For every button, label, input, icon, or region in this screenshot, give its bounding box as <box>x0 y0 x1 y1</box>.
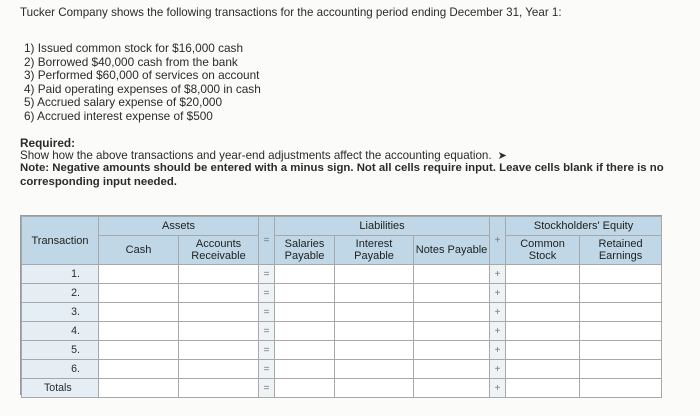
transaction-list <box>24 42 261 124</box>
notes-payable-input[interactable] <box>414 322 490 341</box>
accounts-receivable-input[interactable] <box>179 265 259 284</box>
mouse-cursor-icon: ➤ <box>497 150 507 162</box>
interest-payable-input[interactable] <box>335 265 414 284</box>
equals-sign: = <box>259 265 275 284</box>
notes-payable-header: Notes Payable <box>414 236 490 265</box>
salaries-payable-input[interactable] <box>275 284 335 303</box>
notes-payable-input[interactable] <box>414 341 490 360</box>
row-label: 1. <box>22 265 99 284</box>
transaction-item: 2) Borrowed $40,000 cash from the bank <box>24 54 238 69</box>
accounts-receivable-input[interactable] <box>179 303 259 322</box>
equals-sign: = <box>259 379 275 398</box>
equals-sign: = <box>259 284 275 303</box>
common-stock-header: Common Stock <box>506 236 580 265</box>
liabilities-header: Liabilities <box>275 217 490 236</box>
transaction-item: 5) Accrued salary expense of $20,000 <box>24 95 223 110</box>
required-text: Show how the above transactions and year-end adjustments affect the accounting equation. ➤ <box>20 149 507 162</box>
accounts-receivable-input[interactable] <box>179 284 259 303</box>
retained-earnings-total-input[interactable] <box>580 379 662 398</box>
transaction-item: 1) Issued common stock for $16,000 cash <box>24 41 244 55</box>
transaction-item: 6) Accrued interest expense of $500 <box>24 108 213 123</box>
retained-earnings-input[interactable] <box>580 265 662 284</box>
table-row <box>22 284 662 303</box>
totals-label: Totals <box>22 379 99 398</box>
common-stock-input[interactable] <box>506 284 580 303</box>
retained-earnings-input[interactable] <box>580 341 662 360</box>
equals-sign: = <box>259 360 275 379</box>
interest-payable-total-input[interactable] <box>335 379 414 398</box>
interest-payable-input[interactable] <box>335 341 414 360</box>
notes-payable-input[interactable] <box>414 284 490 303</box>
plus-sign: + <box>490 265 506 284</box>
row-label: 2. <box>22 284 99 303</box>
totals-row <box>22 379 662 398</box>
equity-header: Stockholders' Equity <box>506 217 662 236</box>
cash-input[interactable] <box>99 265 179 284</box>
interest-payable-input[interactable] <box>335 303 414 322</box>
common-stock-input[interactable] <box>506 341 580 360</box>
retained-earnings-input[interactable] <box>580 284 662 303</box>
plus-sign: + <box>490 303 506 322</box>
row-label: 3. <box>22 303 99 322</box>
retained-earnings-header: Retained Earnings <box>580 236 662 265</box>
plus-sign: + <box>490 322 506 341</box>
retained-earnings-input[interactable] <box>580 322 662 341</box>
transaction-item: 4) Paid operating expenses of $8,000 in cash <box>24 81 261 96</box>
table-row <box>22 341 662 360</box>
row-label: 5. <box>22 341 99 360</box>
row-label: 4. <box>22 322 99 341</box>
salaries-payable-total-input[interactable] <box>275 379 335 398</box>
note-text: Note: Negative amounts should be entered with a minus sign. Not all cells require input. Leave cells blank if there is no corresponding input needed. <box>20 162 664 188</box>
interest-payable-header: Interest Payable <box>335 236 414 265</box>
salaries-payable-input[interactable] <box>275 322 335 341</box>
interest-payable-input[interactable] <box>335 360 414 379</box>
transaction-item: 3) Performed $60,000 of services on account <box>24 68 260 83</box>
table-row <box>22 360 662 379</box>
cash-input[interactable] <box>99 341 179 360</box>
plus-sign: + <box>490 284 506 303</box>
accounts-receivable-total-input[interactable] <box>179 379 259 398</box>
accounts-receivable-input[interactable] <box>179 322 259 341</box>
salaries-payable-input[interactable] <box>275 303 335 322</box>
retained-earnings-input[interactable] <box>580 360 662 379</box>
salaries-payable-input[interactable] <box>275 341 335 360</box>
accounts-receivable-header: Accounts Receivable <box>179 236 259 265</box>
common-stock-input[interactable] <box>506 265 580 284</box>
common-stock-total-input[interactable] <box>506 379 580 398</box>
common-stock-input[interactable] <box>506 360 580 379</box>
common-stock-input[interactable] <box>506 303 580 322</box>
notes-payable-input[interactable] <box>414 265 490 284</box>
transaction-header: Transaction <box>22 217 99 265</box>
salaries-payable-input[interactable] <box>275 360 335 379</box>
cash-header: Cash <box>99 236 179 265</box>
equals-sign: = <box>259 217 275 265</box>
row-label: 6. <box>22 360 99 379</box>
problem-intro: Tucker Company shows the following transactions for the accounting period ending December 31, Year 1: <box>20 6 562 19</box>
interest-payable-input[interactable] <box>335 284 414 303</box>
plus-sign: + <box>490 379 506 398</box>
plus-sign: + <box>490 360 506 379</box>
notes-payable-total-input[interactable] <box>414 379 490 398</box>
accounts-receivable-input[interactable] <box>179 341 259 360</box>
cash-input[interactable] <box>99 322 179 341</box>
cash-total-input[interactable] <box>99 379 179 398</box>
salaries-payable-input[interactable] <box>275 265 335 284</box>
salaries-payable-header: Salaries Payable <box>275 236 335 265</box>
retained-earnings-input[interactable] <box>580 303 662 322</box>
cash-input[interactable] <box>99 303 179 322</box>
table-row <box>22 303 662 322</box>
equals-sign: = <box>259 303 275 322</box>
interest-payable-input[interactable] <box>335 322 414 341</box>
common-stock-input[interactable] <box>506 322 580 341</box>
equals-sign: = <box>259 341 275 360</box>
required-label: Required: <box>20 136 76 150</box>
notes-payable-input[interactable] <box>414 303 490 322</box>
accounts-receivable-input[interactable] <box>179 360 259 379</box>
plus-sign: + <box>490 217 506 265</box>
notes-payable-input[interactable] <box>414 360 490 379</box>
cash-input[interactable] <box>99 360 179 379</box>
plus-sign: + <box>490 341 506 360</box>
equals-sign: = <box>259 322 275 341</box>
table-row <box>22 322 662 341</box>
table-row <box>22 265 662 284</box>
accounting-equation-table <box>20 215 662 395</box>
cash-input[interactable] <box>99 284 179 303</box>
assets-header: Assets <box>99 217 259 236</box>
